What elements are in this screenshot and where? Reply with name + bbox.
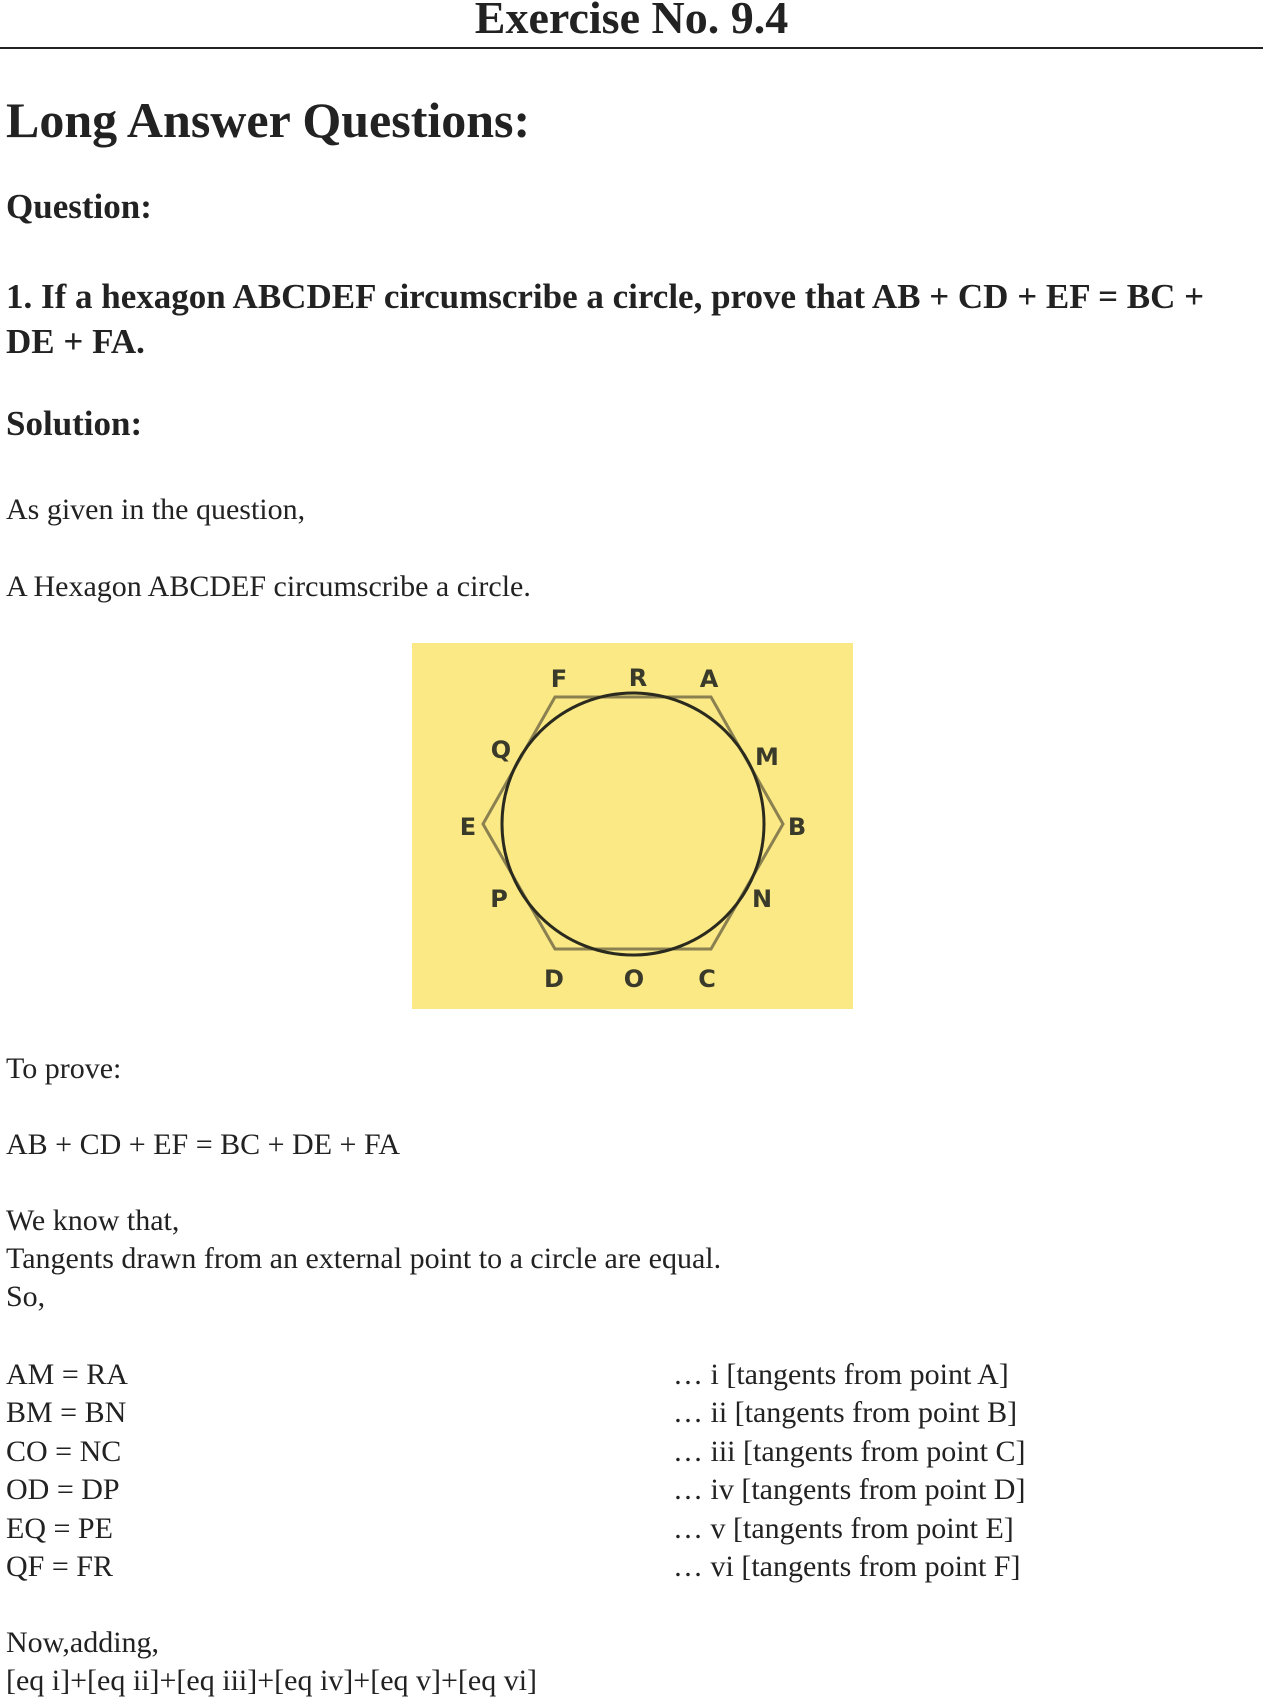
equation-reason-vi: … vi [tangents from point F]: [673, 1550, 1021, 1583]
so-text: So,: [6, 1280, 46, 1313]
now-adding-text: Now,adding,: [6, 1626, 160, 1659]
solution-heading: Solution:: [6, 404, 143, 443]
equation-reason-v: … v [tangents from point E]: [673, 1512, 1014, 1545]
vertex-label-d: D: [544, 965, 564, 993]
equation-reason-ii: … ii [tangents from point B]: [673, 1396, 1018, 1429]
figure-svg: [412, 643, 853, 1009]
section-title: Long Answer Questions:: [6, 92, 531, 148]
equation-left-iii: CO = NC: [6, 1435, 122, 1468]
vertex-label-e: E: [459, 813, 477, 841]
point-label-q: Q: [490, 736, 512, 764]
exercise-title: Exercise No. 9.4: [474, 0, 789, 43]
point-label-o: O: [623, 965, 645, 993]
point-label-r: R: [628, 664, 648, 692]
question-text: 1. If a hexagon ABCDEF circumscribe a circle, prove that AB + CD + EF = BC + DE + FA.: [6, 277, 1205, 361]
tangent-fact-text: Tangents drawn from an external point to a circle are equal.: [6, 1242, 722, 1275]
point-label-n: N: [751, 885, 773, 913]
vertex-label-f: F: [550, 665, 568, 693]
given-statement: A Hexagon ABCDEF circumscribe a circle.: [6, 570, 531, 603]
equation-left-v: EQ = PE: [6, 1512, 113, 1545]
point-label-p: P: [490, 885, 508, 913]
equation-reason-iv: … iv [tangents from point D]: [673, 1473, 1026, 1506]
hexagon-circle-figure: [412, 643, 853, 1009]
to-prove-label: To prove:: [6, 1052, 122, 1085]
to-prove-equation: AB + CD + EF = BC + DE + FA: [6, 1128, 401, 1161]
header-divider: [0, 47, 1263, 49]
equation-reason-i: … i [tangents from point A]: [673, 1358, 1009, 1391]
equation-left-i: AM = RA: [6, 1358, 128, 1391]
question-heading: Question:: [6, 187, 152, 226]
vertex-label-b: B: [787, 813, 807, 841]
hexagon-outline: [483, 697, 783, 949]
sum-equation-text: [eq i]+[eq ii]+[eq iii]+[eq iv]+[eq v]+[eq vi]: [6, 1664, 538, 1697]
know-that-text: We know that,: [6, 1204, 180, 1237]
equation-reason-iii: … iii [tangents from point C]: [673, 1435, 1026, 1468]
vertex-label-c: C: [698, 965, 716, 993]
point-label-m: M: [755, 743, 779, 771]
equation-left-ii: BM = BN: [6, 1396, 127, 1429]
equation-left-iv: OD = DP: [6, 1473, 120, 1506]
given-intro: As given in the question,: [6, 493, 306, 526]
vertex-label-a: A: [699, 665, 719, 693]
equation-left-vi: QF = FR: [6, 1550, 113, 1583]
inscribed-circle: [502, 693, 764, 955]
